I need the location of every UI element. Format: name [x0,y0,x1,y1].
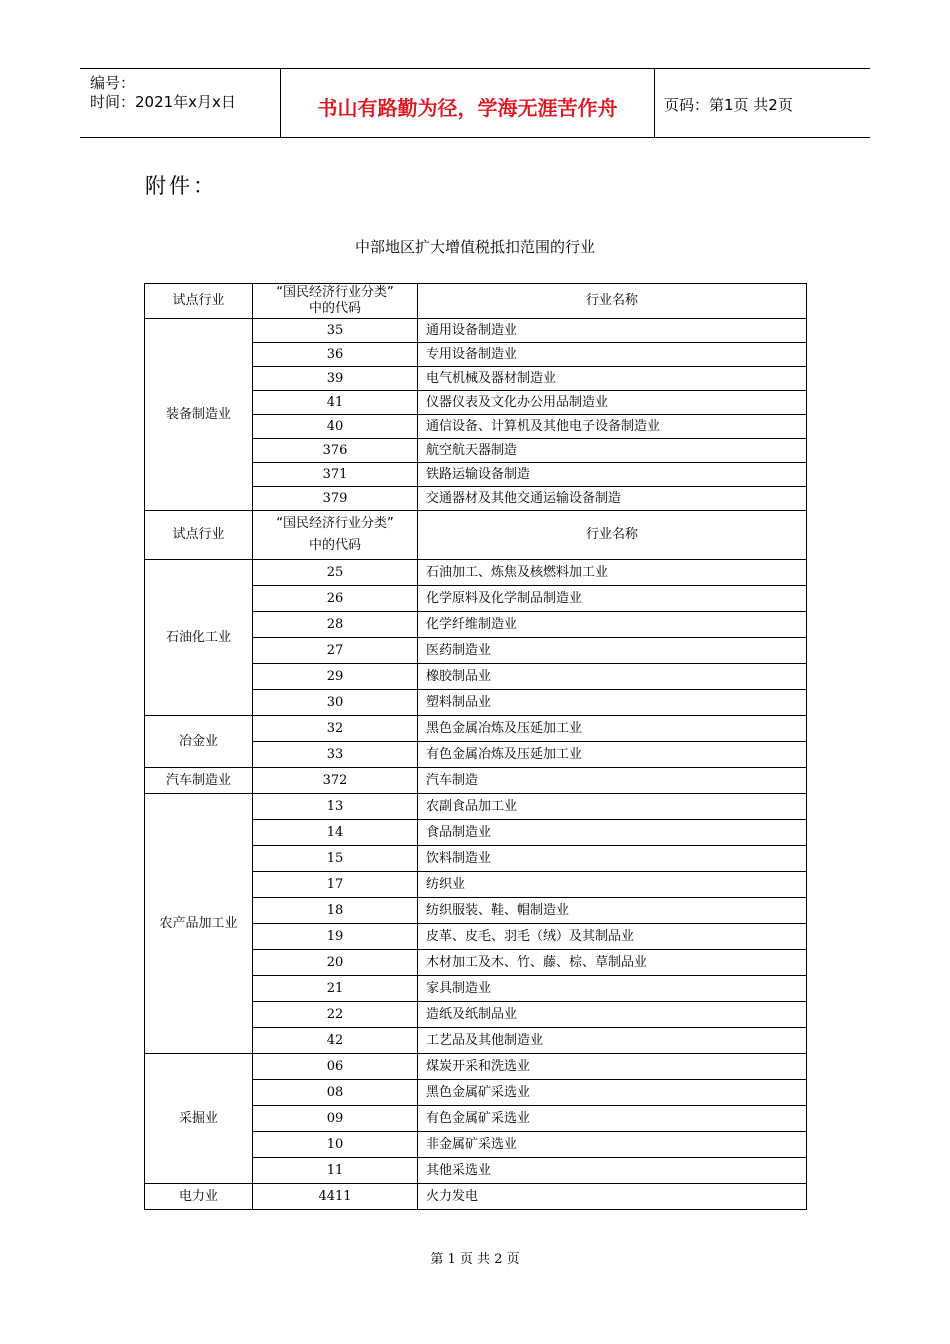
code-cell: 33 [253,742,418,768]
code-cell: 36 [253,343,418,367]
industry-name-cell: 纺织业 [418,872,807,898]
page-footer: 第 1 页 共 2 页 [430,1252,520,1267]
code-cell: 11 [253,1158,418,1184]
industry-name-cell: 有色金属矿采选业 [418,1106,807,1132]
code-cell: 06 [253,1054,418,1080]
industry-cell: 采掘业 [145,1054,253,1184]
industry-name-cell: 汽车制造 [418,768,807,794]
code-cell: 22 [253,1002,418,1028]
industry-name-cell: 饮料制造业 [418,846,807,872]
industry-cell: 农产品加工业 [145,794,253,1054]
industry-name-cell: 电气机械及器材制造业 [418,367,807,391]
industry-name-cell: 航空航天器制造 [418,439,807,463]
industry-name-cell: 食品制造业 [418,820,807,846]
header-code-line1: “国民经济行业分类” [276,285,394,301]
industry-name-cell: 有色金属冶炼及压延加工业 [418,742,807,768]
code-cell: 32 [253,716,418,742]
industry-name-cell: 木材加工及木、竹、藤、棕、草制品业 [418,950,807,976]
table-row [145,1184,807,1210]
code-cell: 4411 [253,1184,418,1210]
industry-cell: 汽车制造业 [145,768,253,794]
industry-name-cell: 纺织服装、鞋、帽制造业 [418,898,807,924]
industry-name-cell: 通信设备、计算机及其他电子设备制造业 [418,415,807,439]
industry-table [144,283,807,1210]
industry-name-cell: 铁路运输设备制造 [418,463,807,487]
industry-cell: 装备制造业 [145,319,253,511]
industry-name-cell: 医药制造业 [418,638,807,664]
industry-name-cell: 皮革、皮毛、羽毛（绒）及其制品业 [418,924,807,950]
code-cell: 27 [253,638,418,664]
industry-name-cell: 黑色金属冶炼及压延加工业 [418,716,807,742]
code-cell: 30 [253,690,418,716]
code-cell: 26 [253,586,418,612]
code-cell: 21 [253,976,418,1002]
industry-name-cell: 橡胶制品业 [418,664,807,690]
code-cell: 28 [253,612,418,638]
industry-name-cell: 煤炭开采和洗选业 [418,1054,807,1080]
industry-cell: 电力业 [145,1184,253,1210]
header-code [253,511,418,560]
industry-name-cell: 专用设备制造业 [418,343,807,367]
industry-name-cell: 塑料制品业 [418,690,807,716]
code-cell: 15 [253,846,418,872]
header-motto: 书山有路勤为径，学海无涯苦作舟 [317,96,618,120]
table-row [145,560,807,586]
industry-name-cell: 交通器材及其他交通运输设备制造 [418,487,807,511]
code-cell: 20 [253,950,418,976]
code-cell: 39 [253,367,418,391]
header-code [253,284,418,319]
code-cell: 25 [253,560,418,586]
industry-cell: 石油化工业 [145,560,253,716]
header-page-cell [654,69,870,137]
industry-cell: 冶金业 [145,716,253,768]
code-cell: 13 [253,794,418,820]
header-industry: 试点行业 [145,511,253,560]
header-code-line1: “国民经济行业分类” [276,516,394,532]
table-row [145,319,807,343]
code-cell: 40 [253,415,418,439]
code-cell: 18 [253,898,418,924]
code-cell: 09 [253,1106,418,1132]
industry-name-cell: 通用设备制造业 [418,319,807,343]
code-cell: 19 [253,924,418,950]
header-name: 行业名称 [418,284,807,319]
industry-name-cell: 造纸及纸制品业 [418,1002,807,1028]
code-cell: 17 [253,872,418,898]
table-header-row [145,284,807,319]
code-cell: 379 [253,487,418,511]
table-row [145,716,807,742]
code-cell: 371 [253,463,418,487]
industry-name-cell: 化学原料及化学制品制造业 [418,586,807,612]
code-cell: 29 [253,664,418,690]
industry-name-cell: 其他采选业 [418,1158,807,1184]
table-row [145,1054,807,1080]
code-cell: 41 [253,391,418,415]
code-cell: 10 [253,1132,418,1158]
table-row [145,768,807,794]
industry-name-cell: 家具制造业 [418,976,807,1002]
page-header [80,68,870,138]
industry-name-cell: 石油加工、炼焦及核燃料加工业 [418,560,807,586]
industry-name-cell: 黑色金属矿采选业 [418,1080,807,1106]
doc-time-label: 时间：2021年x月x日 [90,93,236,111]
document-title: 中部地区扩大增值税抵扣范围的行业 [354,238,595,256]
header-code-line2: 中的代码 [308,301,361,316]
table-header-row [145,511,807,560]
doc-number-label: 编号： [90,74,136,92]
header-code-line2: 中的代码 [308,538,361,553]
header-meta-cell [80,69,280,137]
code-cell: 376 [253,439,418,463]
code-cell: 372 [253,768,418,794]
attachment-label: 附件： [145,174,217,198]
industry-name-cell: 农副食品加工业 [418,794,807,820]
industry-name-cell: 火力发电 [418,1184,807,1210]
industry-name-cell: 工艺品及其他制造业 [418,1028,807,1054]
code-cell: 42 [253,1028,418,1054]
code-cell: 14 [253,820,418,846]
industry-name-cell: 化学纤维制造业 [418,612,807,638]
table-row [145,794,807,820]
code-cell: 08 [253,1080,418,1106]
industry-name-cell: 非金属矿采选业 [418,1132,807,1158]
header-motto-cell [280,69,655,137]
header-name: 行业名称 [418,511,807,560]
header-industry: 试点行业 [145,284,253,319]
industry-name-cell: 仪器仪表及文化办公用品制造业 [418,391,807,415]
code-cell: 35 [253,319,418,343]
header-page-label: 页码：第1页 共2页 [664,96,793,114]
